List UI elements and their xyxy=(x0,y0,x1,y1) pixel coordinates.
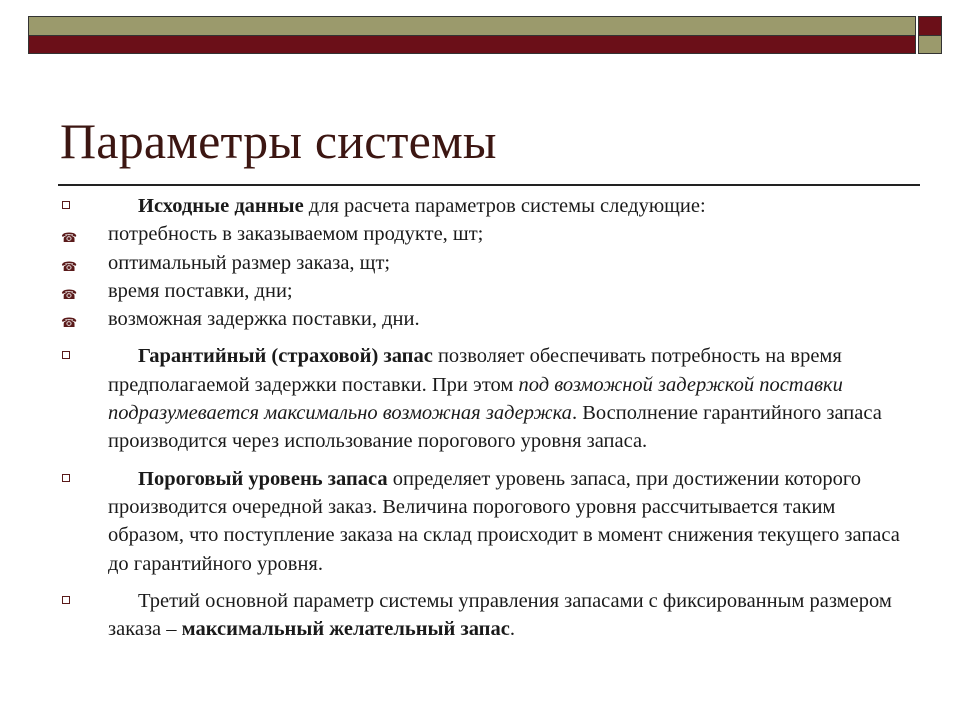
telephone-icon: ☎ xyxy=(61,316,78,332)
bullet-safety-stock xyxy=(60,342,910,455)
telephone-icon: ☎ xyxy=(61,231,78,247)
sub-bullet-text: время поставки, дни; xyxy=(108,279,293,302)
bullet-text: для расчета параметров системы следующие: xyxy=(303,195,706,217)
title-divider xyxy=(58,184,920,186)
hollow-square-icon xyxy=(62,596,70,604)
hollow-square-icon xyxy=(62,201,70,209)
bullet-text: позволяет обеспечивать потребность на время предполагаемой задержки поставки. При этом xyxy=(108,345,842,396)
slide-content xyxy=(60,192,910,643)
bullet-text: . xyxy=(509,618,515,641)
slide-title: Параметры системы xyxy=(60,113,497,169)
sub-bullet-order-size xyxy=(60,249,910,277)
sub-bullet-demand xyxy=(60,220,910,248)
bullet-text: . Восполнение гарантийного запаса производится через использование порогового уровня запаса. xyxy=(108,402,882,453)
telephone-icon: ☎ xyxy=(61,287,78,303)
bullet-threshold-level xyxy=(60,465,910,578)
sub-bullet-text: потребность в заказываемом продукте, шт; xyxy=(108,223,484,246)
hollow-square-icon xyxy=(62,351,70,359)
term-max-stock: максимальный желательный запас xyxy=(181,618,510,641)
top-bar-olive xyxy=(28,16,916,36)
sub-bullet-delay xyxy=(60,305,910,333)
bullet-text: Третий основной параметр системы управления запасами с фиксированным размером заказа – xyxy=(108,589,892,641)
bullet-max-stock xyxy=(60,587,910,644)
term-threshold-level: Пороговый уровень запаса xyxy=(138,467,388,490)
top-bar-maroon xyxy=(28,36,916,54)
bullet-text: определяет уровень запаса, при достижении которого производится очередной заказ. Величина порогового уровня рассчитывается таким образом, что поступление заказа на склад происходит в момент снижения текущего запаса до гарантийного уровня. xyxy=(108,467,900,575)
sub-bullet-text: возможная задержка поставки, дни. xyxy=(108,308,420,331)
telephone-icon: ☎ xyxy=(61,259,78,275)
emphasis-text: под возможной задержкой поставки подразумевается максимально возможная задержка xyxy=(108,373,843,425)
sub-bullet-text: оптимальный размер заказа, щт; xyxy=(108,251,391,274)
bullet-input-data xyxy=(60,192,910,220)
sub-bullet-delivery-time xyxy=(60,277,910,305)
term-input-data: Исходные данные xyxy=(138,195,304,217)
hollow-square-icon xyxy=(62,474,70,482)
corner-square-olive xyxy=(918,36,942,54)
term-safety-stock: Гарантийный (страховой) запас xyxy=(138,345,433,368)
corner-square-maroon xyxy=(918,16,942,36)
